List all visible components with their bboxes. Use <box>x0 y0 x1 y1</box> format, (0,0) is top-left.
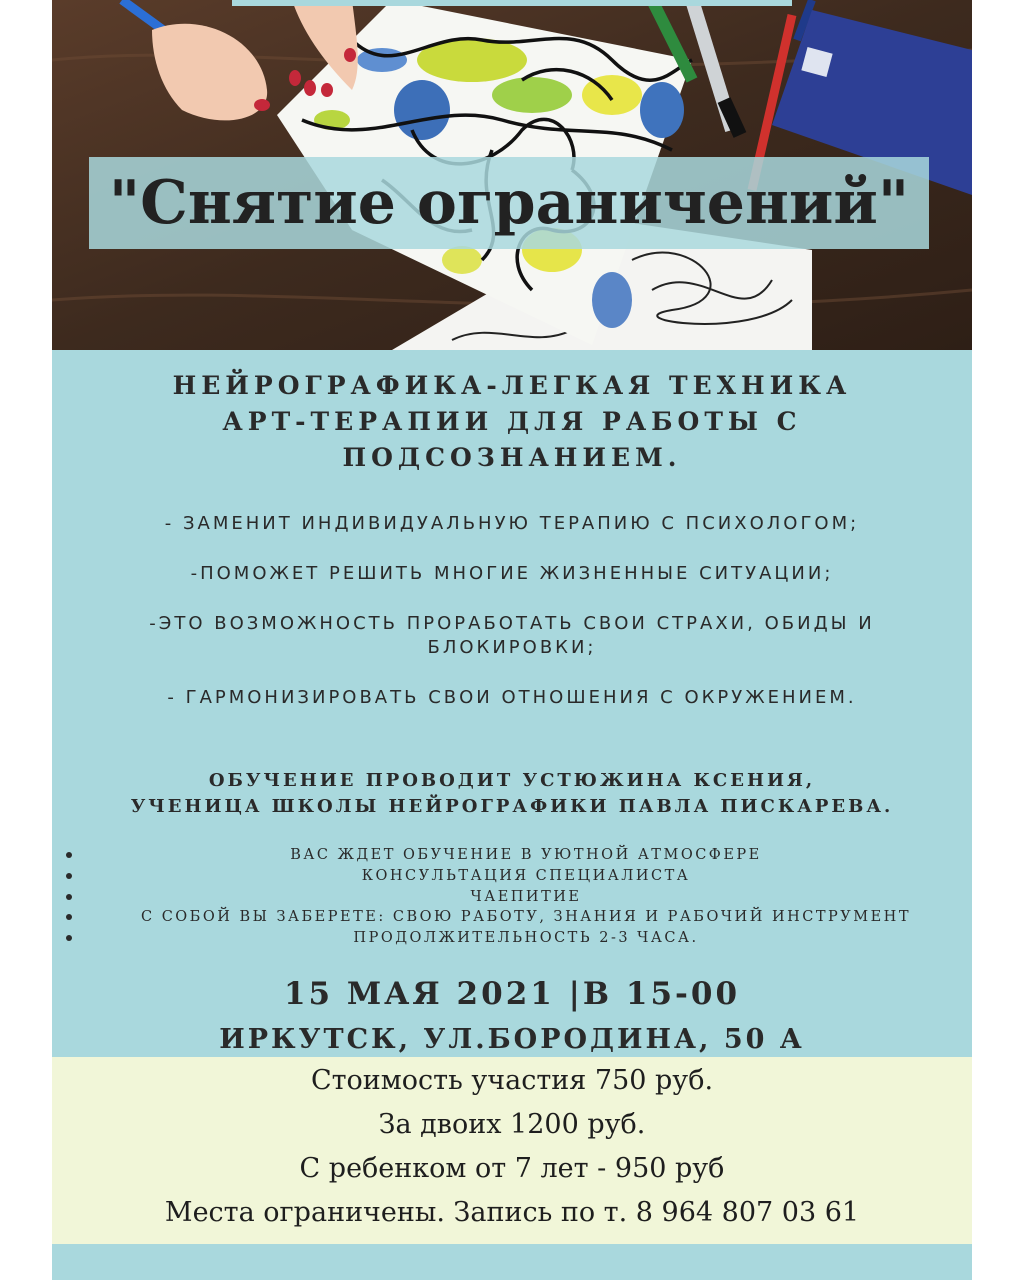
price-line: За двоих 1200 руб. <box>378 1109 646 1140</box>
headline <box>112 368 912 476</box>
feature-text: ВАС ЖДЕТ ОБУЧЕНИЕ В УЮТНОЙ АТМОСФЕРЕ <box>290 847 762 863</box>
feature-item <box>66 845 966 866</box>
bullet-dot-icon <box>66 914 72 920</box>
bullet-dot-icon <box>66 873 72 879</box>
feature-text: ЧАЕПИТИЕ <box>470 888 582 905</box>
benefit-item: -ПОМОЖЕТ РЕШИТЬ МНОГИЕ ЖИЗНЕННЫЕ СИТУАЦИИ; <box>190 563 834 584</box>
feature-text: ПРОДОЛЖИТЕЛЬНОСТЬ 2-3 ЧАСА. <box>353 930 699 947</box>
benefit-item: - ЗАМЕНИТ ИНДИВИДУАЛЬНУЮ ТЕРАПИЮ С ПСИХОЛОГОМ; <box>164 513 860 534</box>
teacher-line: УЧЕНИЦА ШКОЛЫ НЕЙРОГРАФИКИ ПАВЛА ПИСКАРЕВА. <box>130 796 894 817</box>
headline-line: НЕЙРОГРАФИКА-ЛЕГКАЯ ТЕХНИКА <box>172 371 852 400</box>
event-date: 15 МАЯ 2021 |В 15-00 <box>283 976 741 1012</box>
bullet-dot-icon <box>66 852 72 858</box>
price-line: Места ограничены. Запись по т. 8 964 807 03 61 <box>164 1197 860 1228</box>
poster <box>52 0 972 1280</box>
teacher-info <box>92 768 932 820</box>
teacher-line: ОБУЧЕНИЕ ПРОВОДИТ УСТЮЖИНА КСЕНИЯ, <box>208 770 816 791</box>
price-line: Стоимость участия 750 руб. <box>310 1065 714 1096</box>
headline-line: АРТ-ТЕРАПИИ ДЛЯ РАБОТЫ С <box>222 407 802 436</box>
bullet-dot-icon <box>66 935 72 941</box>
title-banner <box>89 157 929 249</box>
event-address: ИРКУТСК, УЛ.БОРОДИНА, 50 А <box>219 1024 805 1055</box>
benefit-item: - ГАРМОНИЗИРОВАТЬ СВОИ ОТНОШЕНИЯ С ОКРУЖЕНИЕМ. <box>167 687 857 708</box>
bullet-dot-icon <box>66 894 72 900</box>
benefits-list <box>92 512 932 736</box>
headline-line: ПОДСОЗНАНИЕМ. <box>342 443 682 472</box>
benefit-item: -ЭТО ВОЗМОЖНОСТЬ ПРОРАБОТАТЬ СВОИ СТРАХИ, ОБИДЫ И БЛОКИРОВКИ; <box>149 613 875 658</box>
pricing-box <box>52 1057 972 1244</box>
feature-text: КОНСУЛЬТАЦИЯ СПЕЦИАЛИСТА <box>361 867 691 884</box>
header-photo <box>52 0 972 350</box>
page-title: "Снятие ограничений" <box>108 168 910 238</box>
feature-item <box>66 907 966 928</box>
features-list <box>66 845 966 949</box>
feature-item <box>66 928 966 949</box>
price-line: С ребенком от 7 лет - 950 руб <box>299 1153 725 1184</box>
feature-item <box>66 887 966 908</box>
feature-text: С СОБОЙ ВЫ ЗАБЕРЕТЕ: СВОЮ РАБОТУ, ЗНАНИЯ И РАБОЧИЙ ИНСТРУМЕНТ <box>140 909 911 926</box>
feature-item <box>66 866 966 887</box>
